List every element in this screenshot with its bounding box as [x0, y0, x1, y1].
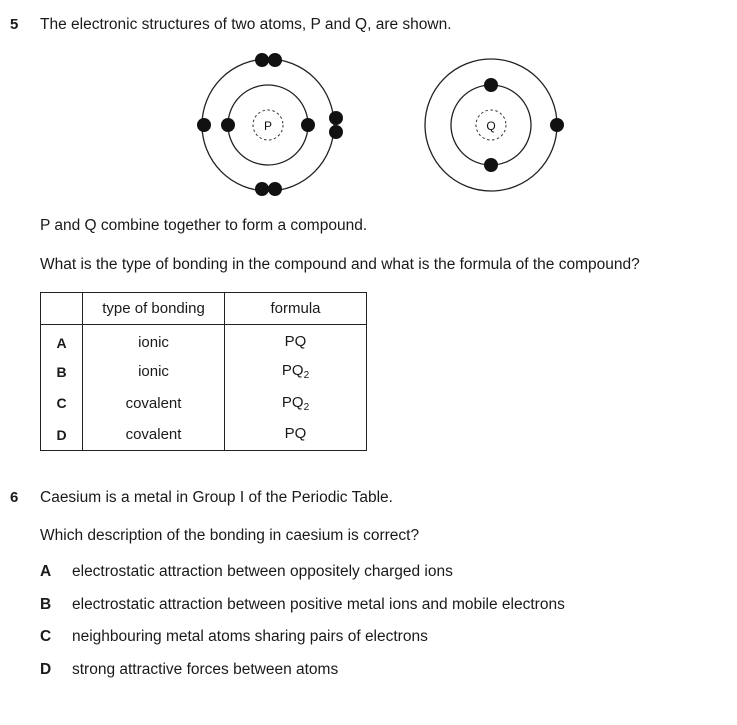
electron [550, 118, 564, 132]
electron [268, 182, 282, 196]
formula-text: PQ [281, 362, 304, 380]
question-6-number: 6 [10, 489, 19, 506]
table-row[interactable] [41, 325, 367, 357]
option-formula [225, 419, 367, 451]
electron-structure-diagram [190, 48, 580, 198]
option-bonding: ionic [83, 325, 225, 357]
atom-q-diagram [425, 59, 564, 191]
option-letter: A [41, 325, 83, 357]
formula-subscript: 2 [303, 401, 310, 413]
question-5-question: What is the type of bonding in the compound and what is the formula of the compound? [40, 256, 640, 273]
option-letter: B [40, 596, 52, 613]
electron [268, 53, 282, 67]
atom-q-label: Q [486, 119, 496, 133]
answer-table [40, 292, 367, 451]
electron [484, 78, 498, 92]
electron [329, 111, 343, 125]
question-5-line2: P and Q combine together to form a compound. [40, 217, 368, 234]
option-formula [225, 356, 367, 388]
header-bonding: type of bonding [83, 293, 225, 325]
question-5-number: 5 [10, 16, 19, 33]
question-6-question: Which description of the bonding in caesium is correct? [40, 527, 420, 544]
formula-text: PQ [284, 425, 307, 442]
electron [255, 182, 269, 196]
question-6-stem: Caesium is a metal in Group I of the Periodic Table. [40, 489, 393, 506]
electron [329, 125, 343, 139]
header-formula: formula [225, 293, 367, 325]
option-bonding: covalent [83, 388, 225, 420]
option-text: electrostatic attraction between oppositely charged ions [72, 563, 453, 580]
electron [484, 158, 498, 172]
option-letter: B [41, 356, 83, 388]
option-bonding: ionic [83, 356, 225, 388]
table-row[interactable] [41, 419, 367, 451]
option-text: neighbouring metal atoms sharing pairs of electrons [72, 628, 428, 645]
table-row[interactable] [41, 388, 367, 420]
option-letter: A [40, 563, 52, 580]
electron [255, 53, 269, 67]
option-text: electrostatic attraction between positive metal ions and mobile electrons [72, 596, 565, 613]
option-formula [225, 388, 367, 420]
atom-p-label: P [263, 119, 273, 133]
electron [301, 118, 315, 132]
question-5-stem: The electronic structures of two atoms, P and Q, are shown. [40, 16, 452, 33]
formula-subscript: 2 [303, 370, 310, 382]
option-bonding: covalent [83, 419, 225, 451]
electron [197, 118, 211, 132]
formula-text: PQ [284, 333, 307, 350]
option-letter: D [41, 419, 83, 451]
option-text: strong attractive forces between atoms [72, 661, 339, 678]
table-row[interactable] [41, 356, 367, 388]
option-b[interactable] [40, 596, 565, 614]
option-d[interactable] [40, 661, 338, 679]
option-c[interactable] [40, 628, 428, 646]
formula-text: PQ [281, 393, 304, 411]
table-header-row [41, 293, 367, 325]
option-formula [225, 325, 367, 357]
electron [221, 118, 235, 132]
option-letter: D [40, 661, 52, 678]
header-blank [41, 293, 83, 325]
atom-p-diagram [197, 53, 343, 196]
option-letter: C [41, 388, 83, 420]
option-a[interactable] [40, 563, 453, 581]
option-letter: C [40, 628, 52, 645]
